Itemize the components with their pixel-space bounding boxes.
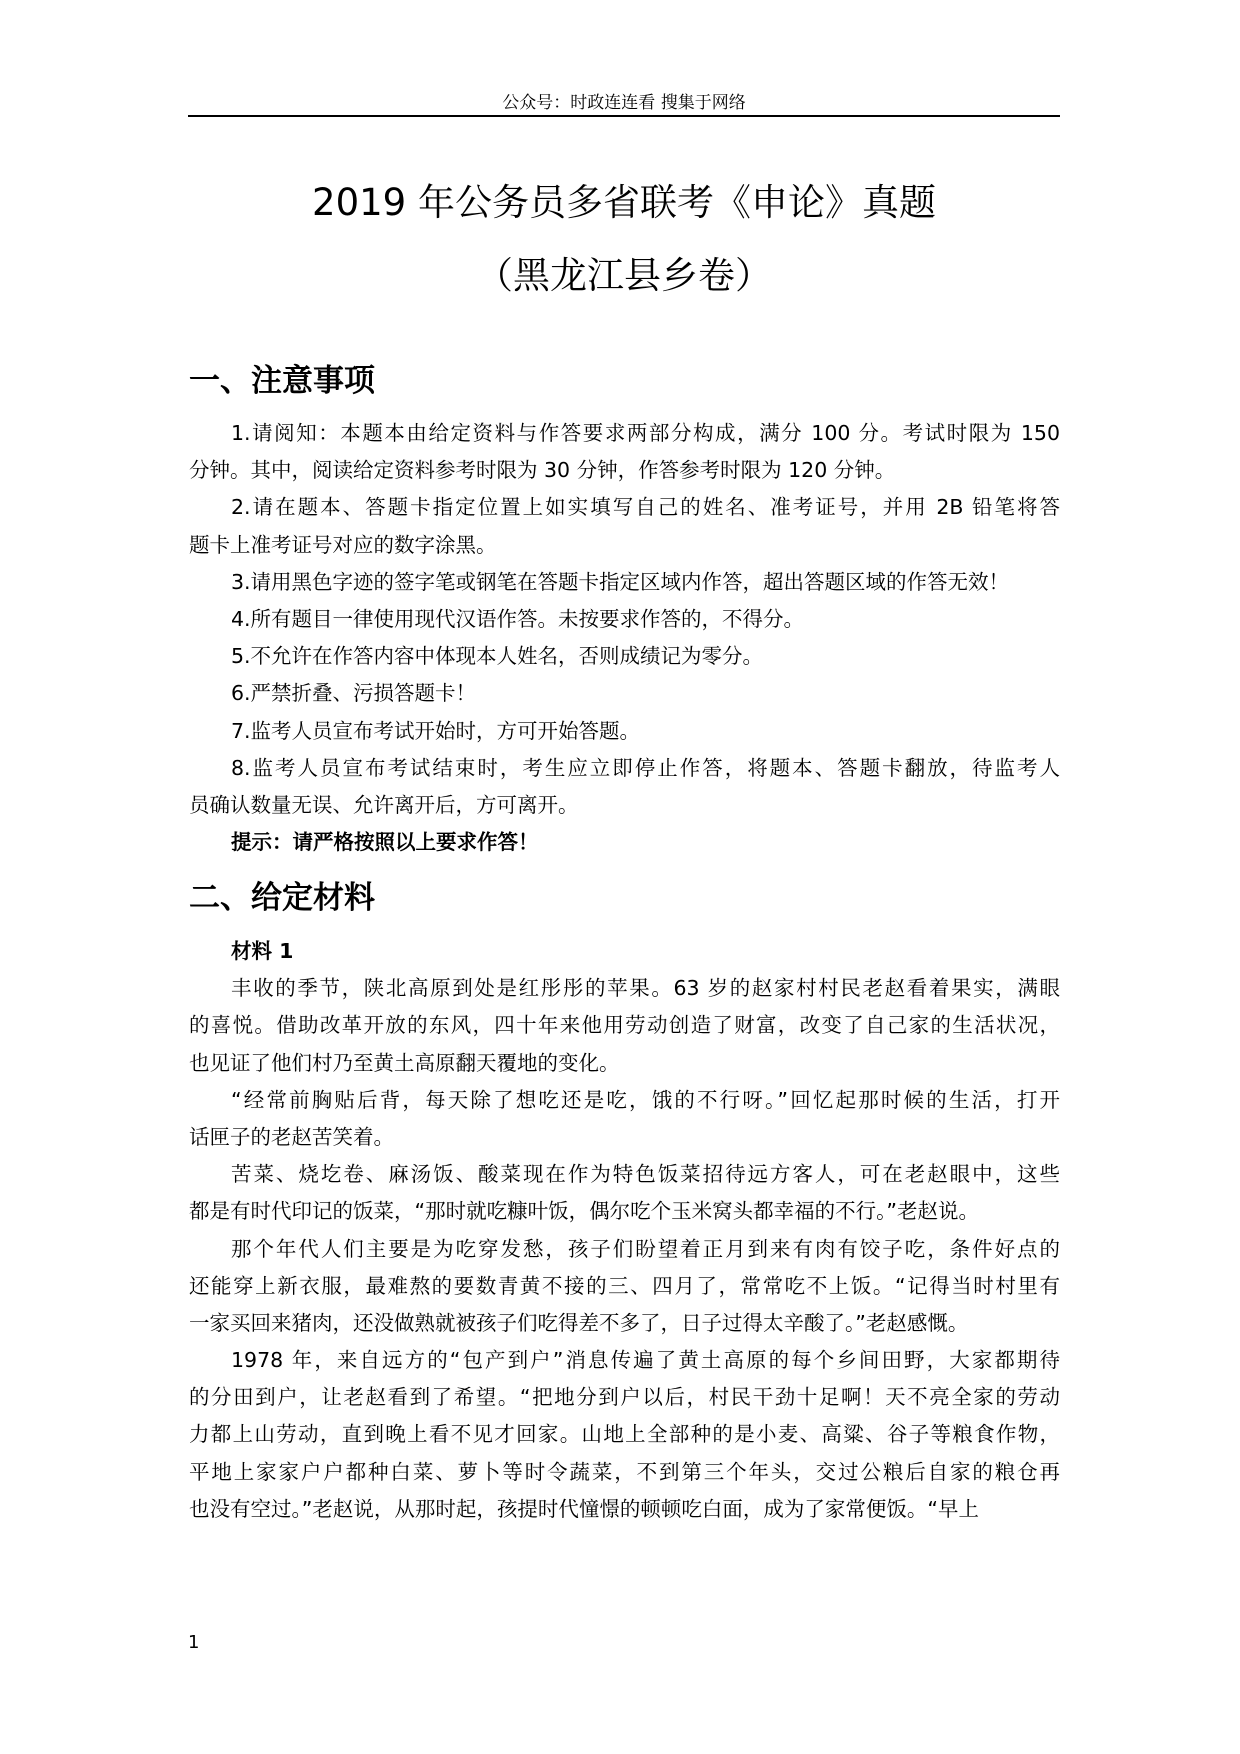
material-line: 平地上家家户户都种白菜、萝卜等时令蔬菜，不到第三个年头，交过公粮后自家的粮仓再 (189, 1459, 1060, 1484)
notice-line: 2.请在题本、答题卡指定位置上如实填写自己的姓名、准考证号，并用 2B 铅笔将答 (231, 495, 1060, 520)
material-line: 也没有空过。”老赵说，从那时起，孩提时代憧憬的顿顿吃白面，成为了家常便饭。“早上 (189, 1496, 979, 1521)
notice-line: 分钟。其中，阅读给定资料参考时限为 30 分钟，作答参考时限为 120 分钟。 (189, 458, 896, 483)
document-subtitle: （黑龙江县乡卷） (476, 254, 772, 297)
material-line: 话匣子的老赵苦笑着。 (189, 1124, 394, 1149)
material-line: 的喜悦。借助改革开放的东风，四十年来他用劳动创造了财富，改变了自己家的生活状况， (189, 1013, 1060, 1038)
notice-line: 7.监考人员宣布考试开始时，方可开始答题。 (231, 718, 641, 743)
material-line: 1978 年，来自远方的“包产到户”消息传遍了黄土高原的每个乡间田野，大家都期待 (231, 1348, 1060, 1373)
material-line: 都是有时代印记的饭菜，“那时就吃糠叶饭，偶尔吃个玉米窝头都幸福的不行。”老赵说。 (189, 1199, 979, 1224)
material-line: 力都上山劳动，直到晚上看不见才回家。山地上全部种的是小麦、高粱、谷子等粮食作物， (189, 1422, 1060, 1447)
material-title: 材料 1 (231, 939, 294, 963)
notice-line: 5.不允许在作答内容中体现本人姓名，否则成绩记为零分。 (231, 644, 764, 669)
notice-line: 3.请用黑色字迹的签字笔或钢笔在答题卡指定区域内作答，超出答题区域的作答无效！ (231, 569, 1010, 594)
material-line: 丰收的季节，陕北高原到处是红彤彤的苹果。63 岁的赵家村村民老赵看着果实，满眼 (231, 976, 1060, 1001)
header-divider (188, 115, 1060, 117)
notice-line: 4.所有题目一律使用现代汉语作答。未按要求作答的，不得分。 (231, 606, 805, 631)
notice-list (189, 415, 1060, 861)
material-line: “经常前胸贴后背，每天除了想吃还是吃，饿的不行呀。”回忆起那时候的生活，打开 (231, 1087, 1060, 1112)
page-header: 公众号：时政连连看 搜集于网络 (502, 93, 746, 113)
material-line: 还能穿上新衣服，最难熬的要数青黄不接的三、四月了，常常吃不上饭。“记得当时村里有 (189, 1273, 1060, 1298)
notice-line: 员确认数量无误、允许离开后，方可离开。 (189, 792, 579, 817)
section2-heading: 二、给定材料 (189, 880, 375, 916)
material-body (189, 933, 1060, 1528)
tip-text: 提示：请严格按照以上要求作答！ (231, 830, 539, 855)
material-line: 也见证了他们村乃至黄土高原翻天覆地的变化。 (189, 1050, 620, 1075)
material-line: 一家买回来猪肉，还没做熟就被孩子们吃得差不多了，日子过得太辛酸了。”老赵感慨。 (189, 1310, 969, 1335)
notice-line: 题卡上准考证号对应的数字涂黑。 (189, 532, 497, 557)
document-title: 2019 年公务员多省联考《申论》真题 (312, 181, 936, 224)
material-line: 那个年代人们主要是为吃穿发愁，孩子们盼望着正月到来有肉有饺子吃，条件好点的 (231, 1236, 1060, 1261)
material-line: 的分田到户，让老赵看到了希望。“把地分到户以后，村民干劲十足啊！天不亮全家的劳动 (189, 1385, 1060, 1410)
page-number: 1 (188, 1632, 200, 1653)
notice-line: 6.严禁折叠、污损答题卡！ (231, 681, 477, 706)
notice-line: 1.请阅知：本题本由给定资料与作答要求两部分构成，满分 100 分。考试时限为 150 (231, 421, 1060, 445)
section1-heading: 一、注意事项 (189, 363, 375, 399)
notice-line: 8.监考人员宣布考试结束时，考生应立即停止作答，将题本、答题卡翻放，待监考人 (231, 755, 1060, 780)
material-line: 苦菜、烧圪卷、麻汤饭、酸菜现在作为特色饭菜招待远方客人，可在老赵眼中，这些 (231, 1162, 1060, 1187)
